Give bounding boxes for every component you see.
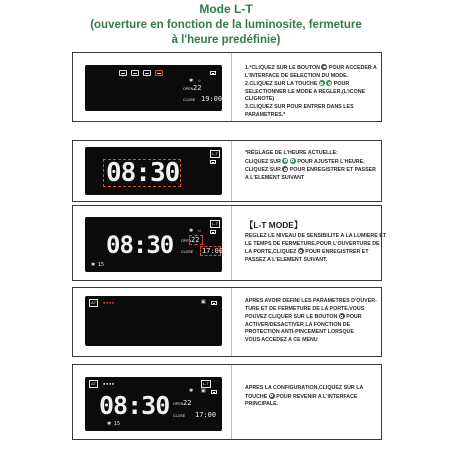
text: APRES AVOIR DEFINI LES PARAMETRES D'OUVER- [245, 298, 377, 304]
open-value: 22 [191, 236, 200, 244]
anti-pinch-icon: ΔT [91, 300, 97, 305]
open-value: 22 [183, 399, 192, 407]
step-panel-3 [72, 205, 386, 281]
down-key-icon [326, 80, 332, 86]
text: POUR ENREGISTRER ET PASSER [289, 167, 377, 174]
up-key-icon [319, 80, 325, 86]
text: A L'ELEMENT SUIVANT [245, 174, 305, 181]
confirm-key-icon [339, 313, 345, 319]
text: VOUS ACCEDEZ A CE MENU [245, 336, 318, 343]
text: PROTECTION ANTI-PINCEMENT LORSQUE [245, 329, 354, 336]
speed-value: 15 [114, 421, 121, 427]
snowflake-icon: ✱ [189, 78, 194, 84]
battery-icon [210, 230, 216, 234]
panel-3-instructions [245, 220, 386, 264]
lt-mode-badge: L-T [212, 221, 218, 226]
panel-4-instructions [245, 298, 379, 345]
page-subtitle-line1: (ouverture en fonction de la luminosite, fermeture [90, 19, 362, 31]
open-label: OPEN [183, 87, 194, 91]
close-value: 17:00 [202, 247, 224, 255]
page-title: Mode L-T [199, 2, 253, 16]
anti-pinch-level: ●●●● [103, 381, 115, 386]
fan-icon: ✱ [107, 421, 112, 427]
mode-heading: 【L-T MODE】 [245, 220, 303, 230]
lock-icon: ▣ [201, 388, 206, 394]
text: 3.CLIQUEZ SUR POUR ENTRER DANS LES [245, 103, 354, 110]
open-value: 22 [193, 84, 202, 92]
mode-icon-lt-selected [155, 70, 163, 76]
text: L'INTERFACE DE SELECTION DU MODE. [245, 72, 349, 79]
text: ACTIVER/DESACTIVER LA FONCTION DE [245, 321, 351, 328]
mode-icon-2 [131, 70, 139, 76]
step-panel-4 [72, 287, 382, 357]
anti-pinch-icon: ΔT [91, 381, 97, 386]
panel-5-instructions [245, 385, 379, 409]
current-time: 08:30 [106, 158, 180, 188]
mode-icon-3 [143, 70, 151, 76]
text: POUR AJUSTER L'HEURE, [297, 158, 365, 165]
menu-key-icon [321, 64, 327, 70]
up-key-icon [282, 158, 288, 164]
close-value: 17:00 [195, 411, 217, 419]
text: CLIQUEZ SUR [245, 167, 281, 174]
text: 1.*CLIQUEZ SUR LE BOUTON [245, 65, 320, 71]
fan-icon: ✱ [91, 262, 96, 268]
current-time: 08:30 [99, 391, 170, 420]
mode-icon-1 [119, 70, 127, 76]
battery-icon [210, 71, 216, 75]
text: SELECTIONNER LE MODE A REGLER.(L'ICONE [245, 88, 366, 95]
close-label: CLOSE [173, 414, 186, 418]
lt-mode-badge: L-T [212, 151, 218, 156]
text: LA PORTE,CLIQUEZ [245, 249, 297, 256]
sun-icon: ☼ [197, 78, 202, 84]
display-screen-3 [85, 217, 222, 272]
text: REGLEZ LE NIVEAU DE SENSIBILITE A LA LUMIERE ET [245, 233, 386, 239]
text: POUR REVENIR A L'INTERFACE [276, 393, 358, 400]
text: PRINCIPALE. [245, 401, 279, 408]
text: LE TEMPS DE FERMETURE,POUR L'OUVERTURE DE [245, 240, 380, 247]
text: POUR [333, 81, 350, 88]
snowflake-icon: ✱ [189, 228, 194, 234]
battery-icon [211, 390, 217, 394]
text: POUR ACCEDER A [328, 65, 377, 71]
close-label: CLOSE [183, 98, 196, 102]
menu-key-icon [269, 393, 275, 399]
step-panel-2 [72, 140, 382, 202]
text: APRES LA CONFIGURATION,CLIQUEZ SUR LA [245, 385, 364, 391]
step-panel-5 [72, 364, 382, 440]
text: POUR ENREGISTRER ET [305, 249, 369, 256]
down-key-icon [290, 158, 296, 164]
confirm-key-icon [298, 248, 304, 254]
display-screen-4 [85, 296, 222, 346]
open-label: OPEN [173, 402, 184, 406]
battery-icon [210, 160, 216, 164]
panel-1-instructions [245, 64, 379, 119]
close-value: 19:00 [201, 95, 223, 103]
text: PASSEZ A L'ELEMENT SUIVANT. [245, 256, 328, 263]
lock-icon: ▣ [201, 299, 206, 305]
text: 2.CLIQUEZ SUR LA TOUCHE [245, 81, 318, 88]
speed-value: 15 [98, 262, 105, 268]
text: CLIGNOTE) [245, 96, 275, 103]
display-screen-5 [85, 377, 222, 431]
lt-mode-badge: L-T [203, 381, 209, 386]
text: *RÉGLAGE DE L'HEURE ACTUELLE: [245, 150, 338, 156]
text: TURE ET DE FERMETURE DE LA PORTE,VOUS [245, 305, 365, 312]
sun-icon: ☼ [197, 228, 202, 234]
anti-pinch-level: ●●●● [103, 300, 115, 305]
text: POUVEZ CLIQUER SUR LE BOUTON [245, 314, 338, 321]
confirm-key-icon [282, 166, 288, 172]
open-label: OPEN [181, 239, 192, 243]
close-label: CLOSE [181, 250, 194, 254]
text: TOUCHE [245, 393, 268, 400]
current-time: 08:30 [106, 231, 174, 259]
text: PARAMETRES.* [245, 111, 286, 118]
battery-icon [211, 301, 217, 305]
step-panel-1 [72, 52, 382, 122]
page-subtitle-line2: à l'heure predéfinie) [171, 34, 281, 46]
display-screen-2 [85, 147, 222, 195]
panel-2-instructions [245, 150, 379, 182]
text: CLIQUEZ SUR [245, 158, 281, 165]
text: POUR [346, 314, 362, 321]
snowflake-icon: ✱ [189, 388, 194, 394]
display-screen-1 [85, 65, 222, 111]
